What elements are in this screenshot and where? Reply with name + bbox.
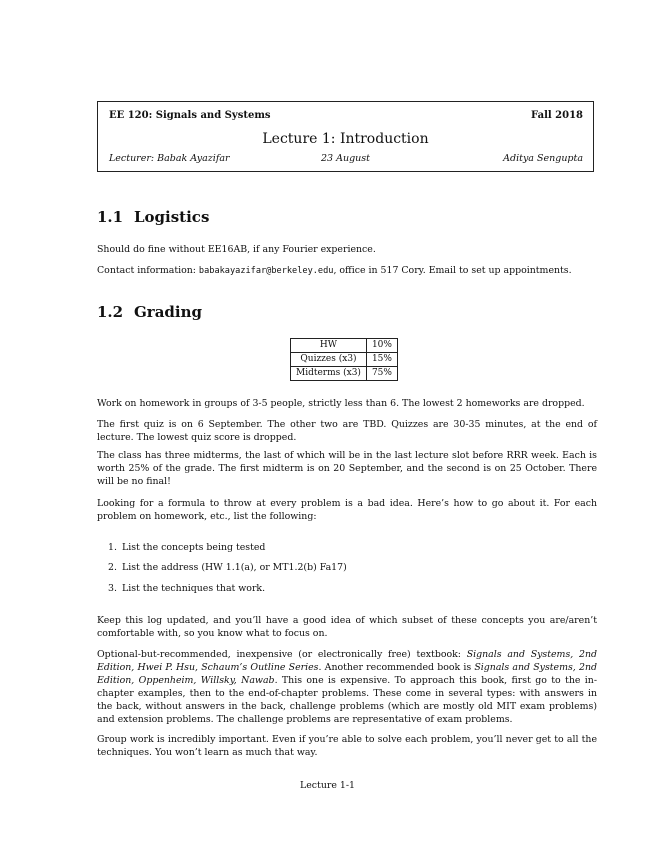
table-row bbox=[291, 367, 398, 381]
quiz-paragraph: The first quiz is on 6 September. The other two are TBD. Quizzes are 30-35 minutes, at the end of lecture. The lowest quiz score is dropped. bbox=[97, 419, 597, 443]
scribe: Aditya Sengupta bbox=[503, 153, 583, 164]
grade-item: Quizzes (x3) bbox=[291, 353, 367, 367]
list-text: List the concepts being tested bbox=[122, 542, 266, 553]
list-number: 3. bbox=[108, 583, 117, 594]
lecture-date: 23 August bbox=[321, 153, 370, 164]
contact-suffix: , office in 517 Cory. Email to set up appointments. bbox=[333, 265, 572, 276]
contact-prefix: Contact information: bbox=[97, 265, 199, 276]
page-footer: Lecture 1-1 bbox=[300, 780, 355, 791]
midterms-paragraph: The class has three midterms, the last of which will be in the last lecture slot before RRR week. Each is worth 25% of the grade. The first midterm is on 20 September, and the second is on 25 October. There will be no final! bbox=[97, 450, 597, 487]
section-number: 1.1 bbox=[97, 208, 124, 226]
book-title-oppenheim: Signals and Systems, 2nd Edition, Oppenheim, Willsky, Nawab bbox=[97, 662, 597, 686]
term: Fall 2018 bbox=[531, 110, 583, 121]
table-row bbox=[291, 339, 398, 353]
logistics-paragraph-1: Should do fine without EE16AB, if any Fourier experience. bbox=[97, 244, 376, 255]
grading-table bbox=[290, 338, 398, 381]
section-heading-grading bbox=[97, 302, 202, 322]
table-row bbox=[291, 353, 398, 367]
grade-weight: 75% bbox=[366, 367, 397, 381]
contact-paragraph bbox=[97, 264, 597, 278]
grade-weight: 15% bbox=[366, 353, 397, 367]
lecture-title: Lecture 1: Introduction bbox=[262, 131, 429, 147]
list-item bbox=[108, 582, 265, 595]
section-heading-logistics bbox=[97, 207, 209, 227]
list-number: 2. bbox=[108, 562, 117, 573]
email-address: babakayazifar@berkeley.edu bbox=[198, 266, 334, 276]
grade-weight: 10% bbox=[366, 339, 397, 353]
section-number: 1.2 bbox=[97, 303, 124, 321]
course-name: EE 120: Signals and Systems bbox=[109, 110, 271, 121]
textbook-text: . Another recommended book is bbox=[318, 662, 475, 673]
list-item bbox=[108, 561, 347, 574]
textbook-text: . This one is expensive. To approach this book, first go to the in-chapter examples, then to the end-of-chapter problems. These come in several types: with answers in the back, without answers in the back, challenge problems (which are mostly old MIT exam problems) and extension problems. The challenge problems are representative of exam problems. bbox=[97, 675, 597, 725]
lecturer: Lecturer: Babak Ayazifar bbox=[109, 153, 230, 164]
list-item bbox=[108, 541, 265, 554]
list-text: List the techniques that work. bbox=[122, 583, 266, 594]
formula-paragraph: Looking for a formula to throw at every problem is a bad idea. Here’s how to go about it. For each problem on homework, etc., list the following: bbox=[97, 498, 597, 522]
homework-paragraph: Work on homework in groups of 3-5 people, strictly less than 6. The lowest 2 homeworks are dropped. bbox=[97, 398, 585, 409]
log-paragraph: Keep this log updated, and you’ll have a good idea of which subset of these concepts you are/aren’t comfortable with, so you know what to focus on. bbox=[97, 615, 597, 639]
list-number: 1. bbox=[108, 542, 117, 553]
section-title: Logistics bbox=[134, 208, 210, 226]
list-text: List the address (HW 1.1(a), or MT1.2(b) Fa17) bbox=[122, 562, 347, 573]
grade-item: HW bbox=[291, 339, 367, 353]
textbook-paragraph bbox=[97, 648, 597, 726]
textbook-text: Optional-but-recommended, inexpensive (or electronically free) textbook: bbox=[97, 649, 467, 660]
lecture-header-box bbox=[97, 101, 594, 172]
section-title: Grading bbox=[134, 303, 203, 321]
grade-item: Midterms (x3) bbox=[291, 367, 367, 381]
groupwork-paragraph: Group work is incredibly important. Even if you’re able to solve each problem, you’ll never get to all the techniques. You won’t learn as much that way. bbox=[97, 734, 597, 758]
book-title-hsu: Signals and Systems, 2nd Edition, Hwei P. Hsu, Schaum’s Outline Series bbox=[97, 649, 597, 673]
